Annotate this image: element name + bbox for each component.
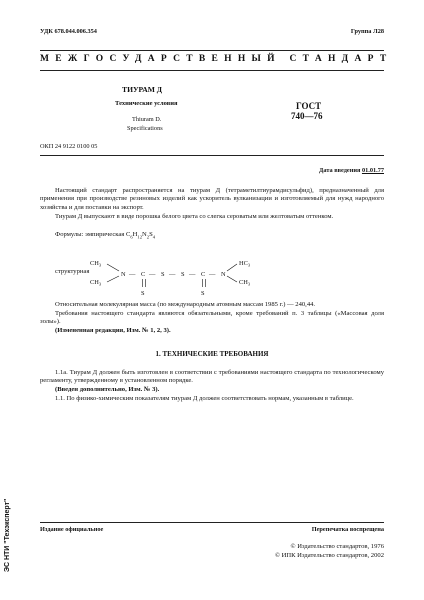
date-label: Дата введения [319,167,361,174]
bond-dash: — [129,271,136,278]
intro-paragraph-2: Тиурам Д выпускают в виде порошка белого цвета со слегка сероватым или желтоватым оттенком. [55,213,334,220]
effective-date [319,167,384,175]
document-title: ТИУРАМ Д [122,85,162,94]
intro-paragraph-1: Настоящий стандарт распространяется на тиурам Д (тетраметилтиурамдисульфид), предназначенный для применения при производстве резиновых изделий как ускоритель вулканизации и изготовляемый для нужд народного хозяйства и для поставки на экспорт. [40,187,384,211]
nitrogen-atom: N [221,271,226,278]
header-rule-bottom [40,70,384,71]
formula-label: Формулы: эмпирическая C [55,231,131,238]
empirical-formula: Формулы: эмпирическая $C_6H_{12}N_2S_4$ [55,231,156,240]
clause-1-1: 1.1. По физико-химическим показателям тиурам Д должен соответствовать нормам, указанным в таблице. [55,395,354,402]
carbon-atom: C [201,271,206,278]
sulfur-atom: S [141,290,145,297]
copyright-2002: © ИПК Издательство стандартов, 2002 [274,552,384,559]
bond [107,276,119,282]
bond [227,264,237,271]
page-header: МЕЖГОСУДАРСТВЕННЫЙ СТАНДАРТ [40,54,393,64]
bond-dash: — [209,271,216,278]
date-value: 01.01.77 [361,167,384,174]
methyl-group: $CH_3$ [239,279,251,287]
nitrogen-atom: N [121,271,126,278]
bond [227,276,237,282]
methyl-group: $CH_3$ [90,260,102,268]
structural-formula [90,250,270,298]
official-edition: Издание официальное [40,526,104,533]
sulfur-atom: S [181,271,185,278]
reprint-prohibited: Перепечатка воспрещена [311,526,384,533]
bond-dash: — [169,271,176,278]
sulfur-atom: S [161,271,165,278]
amendment-note-2: (Введен дополнительно, Изм. № 3). [55,386,160,393]
techexpert-stamp: ЭС НТИ "Техэксперт" [4,498,11,572]
section-heading: 1. ТЕХНИЧЕСКИЕ ТРЕБОВАНИЯ [155,350,269,358]
amendment-note-1: (Измененная редакция, Изм. № 1, 2, 3). [55,327,171,334]
structural-label: структурная [55,268,90,275]
gost-label: ГОСТ [296,101,322,111]
group-code: Группа Л28 [350,28,384,35]
carbon-atom: C [141,271,146,278]
header-rule-top [40,50,384,51]
gost-number: 740—76 [291,111,323,121]
subtitle-english: Specifications [127,125,163,132]
title-rule [40,155,384,156]
methyl-group: $CH_3$ [90,279,102,287]
molecular-mass: Относительная молекулярная масса (по международным атомным массам 1985 г.) — 240,44. [55,301,316,308]
methyl-group: $HC_3$ [239,260,251,268]
footer-rule [40,522,384,523]
bond-dash: — [189,271,196,278]
copyright-1976: © Издательство стандартов, 1976 [290,543,384,550]
clause-1-1a: 1.1а. Тиурам Д должен быть изготовлен в соответствии с требованиями настоящего стандарта по технологическому регламенту, утвержденному в установленном порядке. [40,369,384,385]
udk-code: УДК 678.044.006.354 [40,28,97,35]
bond-dash: — [149,271,156,278]
requirements-note: Требования настоящего стандарта являются обязательными, кроме требований п. 3 таблицы («Массовая доля золы»). [40,310,384,326]
bond [107,264,119,271]
title-english: Thiuram D. [132,116,162,123]
document-subtitle: Технические условия [115,100,178,107]
sulfur-atom: S [201,290,205,297]
okp-code: ОКП 24 9122 0100 05 [40,143,98,150]
